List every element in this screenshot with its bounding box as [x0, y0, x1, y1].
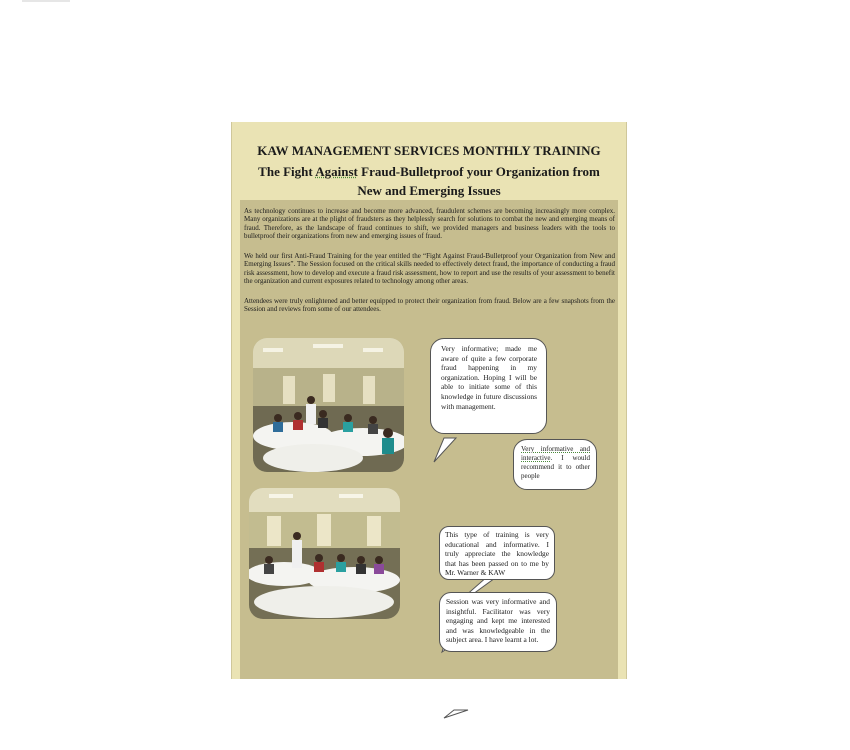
top-edge-bar	[22, 0, 70, 2]
testimonial-bubble-3: This type of training is very educational and informative. I truly appreciate the knowledge that has been passed on to me by Mr. Warner & KAW	[439, 526, 555, 580]
newsletter-subtitle	[232, 162, 626, 200]
training-photo-1	[253, 338, 404, 472]
newsletter-page	[231, 122, 627, 679]
testimonial-bubble-4: Session was very informative and insightful. Facilitator was very engaging and kept me interested and was knowledgeable in the subject area. I have learnt a lot.	[439, 592, 557, 652]
subtitle-part-3: Fraud-Bulletproof your Organization from	[357, 164, 600, 179]
bubble-4-tail	[440, 710, 500, 750]
newsletter-header	[232, 122, 626, 200]
training-paragraph: We held our first Anti-Fraud Training for the year entitled the “Fight Against Fraud-Bulletproof your Organization from New and Emerging Issues”. The Session focused on the critical skills needed to effectively detect fraud, the importance of conducting a fraud risk assessment, how to develop and execute a fraud risk assessment, how to report and use the results of your assessment to benefit the organization and current exposures related to technology among other areas.	[244, 252, 615, 286]
subtitle-line-2: New and Emerging Issues	[357, 183, 501, 198]
testimonial-bubble-1: Very informative; made me aware of quite a few corporate fraud happening in my organization. Hoping I will be able to initiate some of this knowledge in future discussions with management.	[430, 338, 547, 434]
content-panel	[240, 200, 618, 679]
subtitle-part-2: Against	[315, 164, 358, 179]
attendees-paragraph: Attendees were truly enlightened and better equipped to protect their organization from fraud. Below are a few snapshots from the Session and reviews from some of our attendees.	[244, 297, 615, 314]
testimonial-bubble-2	[513, 439, 597, 490]
subtitle-part-1: The Fight	[258, 164, 316, 179]
intro-paragraph: As technology continues to increase and become more advanced, fraudulent schemes are becoming increasingly more complex. Many organizations are at the plight of fraudsters as they helplessly search for solutions to combat the new and emerging means of fraud. Therefore, as the landscape of fraud continues to shift, we provided managers and business leaders with the tools to bulletproof their organizations from new and emerging issues of fraud.	[244, 207, 615, 241]
newsletter-title: KAW MANAGEMENT SERVICES MONTHLY TRAINING	[257, 143, 601, 158]
testimonial-2-highlight: Very informative and interactive	[521, 445, 590, 462]
training-photo-2	[249, 488, 400, 619]
training-photo-1-image	[253, 338, 404, 472]
testimonial-2-rest: . I would recommend it to other people	[521, 454, 590, 480]
bubble-1-tail	[430, 438, 470, 468]
training-photo-2-image	[249, 488, 400, 619]
